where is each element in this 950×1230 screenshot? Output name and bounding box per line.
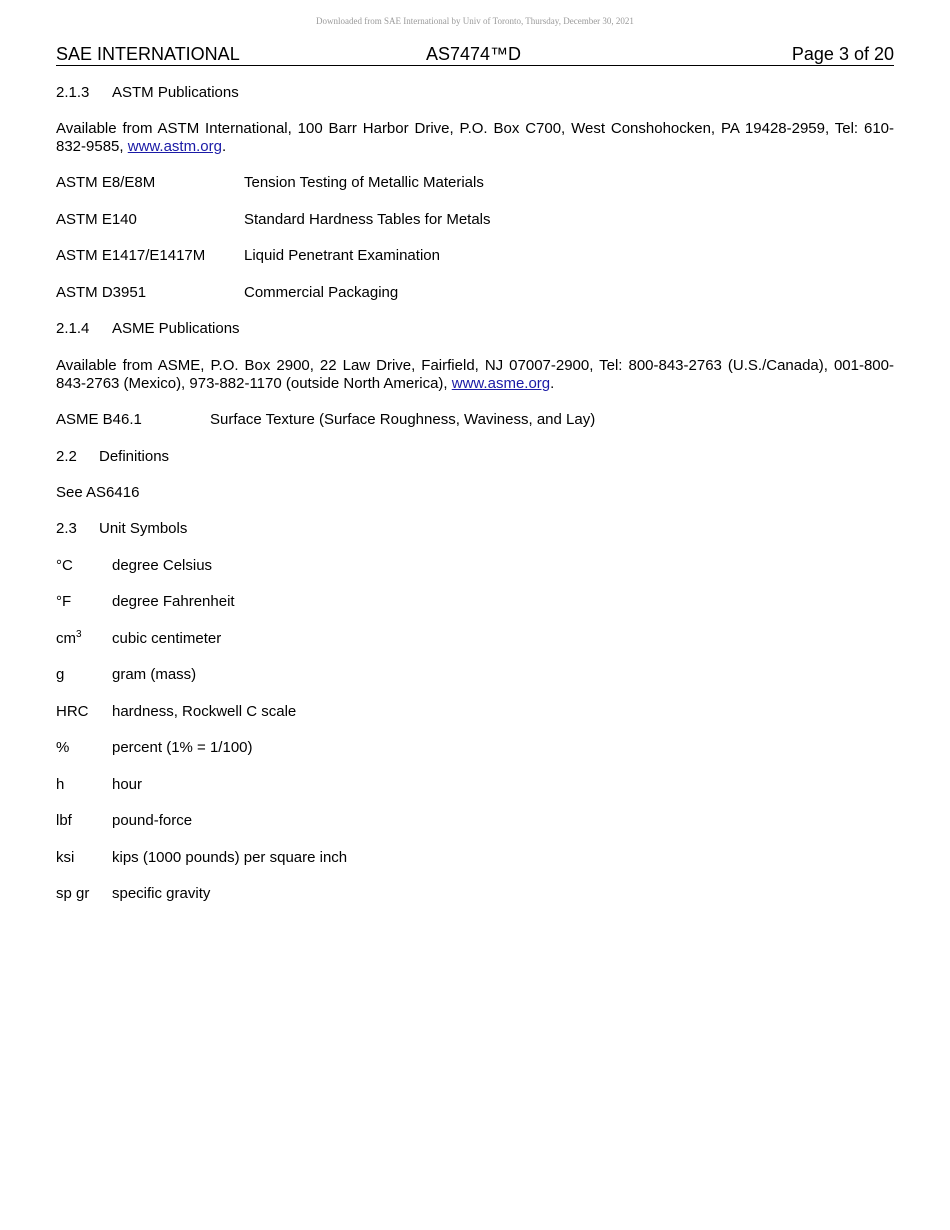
unit-symbol: sp gr (56, 885, 90, 902)
unit-meaning: gram (mass) (112, 666, 197, 683)
unit-meaning: degree Fahrenheit (112, 593, 235, 610)
section-heading-units (56, 520, 187, 538)
unit-meaning: pound-force (112, 812, 193, 829)
header-org: SAE INTERNATIONAL (56, 44, 240, 64)
unit-meaning: degree Celsius (112, 557, 213, 574)
section-heading-astm (56, 84, 239, 102)
definitions-text: See AS6416 (56, 484, 140, 501)
asme-availability-paragraph: Available from ASME, P.O. Box 2900, 22 Law Drive, Fairfield, NJ 07007-2900, Tel: 800-843-2763 (U.S./Canada), 001-800-843-2763 (Mexico), 973-882-1170 (outside North America), www.asme.org. (56, 357, 894, 392)
reference-code: ASME B46.1 (56, 411, 142, 428)
reference-title: Standard Hardness Tables for Metals (244, 211, 491, 228)
section-title: ASME Publications (112, 320, 240, 337)
unit-symbol (56, 630, 82, 648)
section-title: Definitions (99, 448, 170, 465)
reference-title: Tension Testing of Metallic Materials (244, 174, 484, 191)
unit-meaning: hour (112, 776, 143, 793)
reference-title: Surface Texture (Surface Roughness, Waviness, and Lay) (210, 411, 596, 428)
unit-symbol: ksi (56, 849, 75, 866)
unit-meaning: percent (1% = 1/100) (112, 739, 253, 756)
reference-code: ASTM E8/E8M (56, 174, 156, 191)
download-watermark: Downloaded from SAE International by Univ of Toronto, Thursday, December 30, 2021 (316, 16, 634, 26)
asme-website-link[interactable]: www.asme.org (451, 375, 551, 392)
astm-availability-paragraph: Available from ASTM International, 100 Barr Harbor Drive, P.O. Box C700, West Conshohocken, PA 19428-2959, Tel: 610-832-9585, www.astm.org. (56, 120, 894, 155)
unit-meaning: hardness, Rockwell C scale (112, 703, 297, 720)
reference-code: ASTM D3951 (56, 284, 147, 301)
reference-code: ASTM E1417/E1417M (56, 247, 206, 264)
unit-symbol: % (56, 739, 70, 756)
unit-meaning: specific gravity (112, 885, 211, 902)
availability-text: Available from ASTM International, 100 Barr Harbor Drive, P.O. Box C700, West Conshohocken, PA 19428-2959, Tel: 610-832-9585, (56, 120, 894, 155)
unit-symbol: HRC (56, 703, 89, 720)
section-number: 2.3 (56, 520, 77, 537)
unit-meaning: cubic centimeter (112, 630, 222, 647)
unit-symbol: h (56, 776, 65, 793)
section-title: ASTM Publications (112, 84, 239, 101)
section-number: 2.2 (56, 448, 77, 465)
section-number: 2.1.3 (56, 84, 90, 101)
section-number: 2.1.4 (56, 320, 90, 337)
unit-symbol: °C (56, 557, 73, 574)
unit-symbol: °F (56, 593, 72, 610)
unit-symbol: g (56, 666, 65, 683)
section-heading-definitions (56, 448, 169, 466)
unit-symbol-base: cm (56, 630, 76, 647)
unit-symbol: lbf (56, 812, 72, 829)
page-header (56, 44, 894, 66)
unit-meaning: kips (1000 pounds) per square inch (112, 849, 348, 866)
availability-text: Available from ASME, P.O. Box 2900, 22 Law Drive, Fairfield, NJ 07007-2900, Tel: 800-843-2763 (U.S./Canada), 001-800-843-2763 (Mexico), 973-882-1170 (outside North America), (56, 357, 894, 392)
astm-website-link[interactable]: www.astm.org (127, 138, 222, 155)
header-page-number: Page 3 of 20 (791, 44, 894, 64)
section-heading-asme (56, 320, 240, 338)
section-title: Unit Symbols (99, 520, 188, 537)
reference-title: Commercial Packaging (244, 284, 399, 301)
unit-symbol-exponent: 3 (76, 629, 82, 640)
header-doc-id: AS7474™D (426, 44, 522, 64)
reference-title: Liquid Penetrant Examination (244, 247, 440, 264)
reference-code: ASTM E140 (56, 211, 137, 228)
